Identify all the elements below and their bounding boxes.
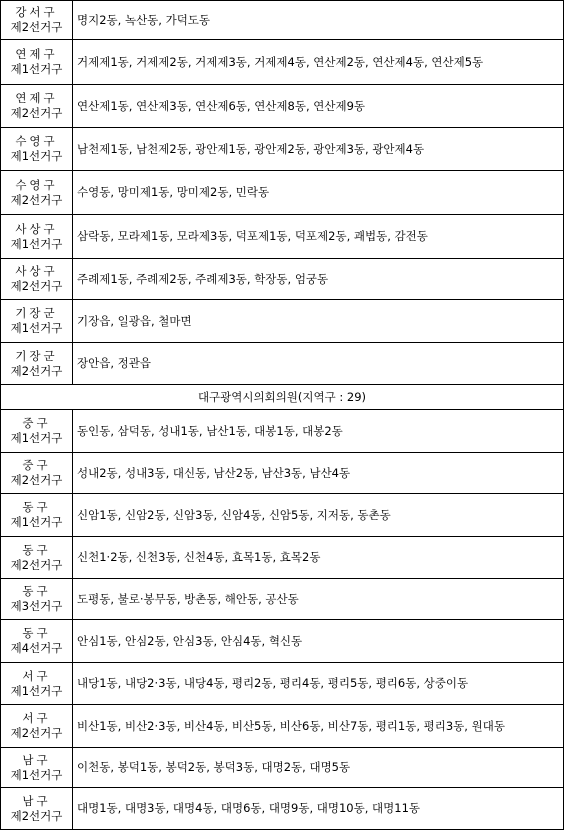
constituency-name: 제2선거구 — [10, 20, 63, 34]
district-name: 동구 — [22, 584, 51, 598]
district-cell — [1, 259, 73, 300]
district-name: 연제구 — [15, 91, 58, 105]
areas-cell: 명지2동, 녹산동, 가덕도동 — [73, 1, 564, 40]
table-row — [1, 788, 564, 830]
district-cell — [1, 410, 73, 453]
district-name: 서구 — [22, 711, 51, 725]
table-row — [1, 748, 564, 788]
district-name: 기장군 — [15, 306, 58, 320]
district-cell — [1, 171, 73, 215]
district-cell — [1, 620, 73, 663]
district-name: 남구 — [22, 752, 51, 767]
constituency-name: 제2선거구 — [10, 473, 63, 487]
table-row — [1, 453, 564, 494]
district-name: 수영구 — [15, 177, 58, 192]
district-cell — [1, 494, 73, 537]
table-row — [1, 300, 564, 343]
table-row — [1, 343, 564, 385]
table-row — [1, 705, 564, 748]
areas-cell: 내당1동, 내당2·3동, 내당4동, 평리2동, 평리4동, 평리5동, 평리6동, 상중이동 — [73, 663, 564, 705]
district-name: 서구 — [22, 668, 51, 683]
district-cell — [1, 1, 73, 40]
areas-cell: 남천제1동, 남천제2동, 광안제1동, 광안제2동, 광안제3동, 광안제4동 — [73, 128, 564, 171]
areas-cell: 동인동, 삼덕동, 성내1동, 남산1동, 대봉1동, 대봉2동 — [73, 410, 564, 453]
district-name: 동구 — [22, 626, 51, 640]
table-row — [1, 663, 564, 705]
table-row — [1, 128, 564, 171]
district-name: 기장군 — [15, 348, 58, 363]
district-cell — [1, 215, 73, 259]
areas-cell: 이천동, 봉덕1동, 봉덕2동, 봉덕3동, 대명2동, 대명5동 — [73, 748, 564, 788]
district-cell — [1, 300, 73, 343]
table-body — [1, 1, 564, 830]
district-cell — [1, 453, 73, 494]
areas-cell: 주례제1동, 주례제2동, 주례제3동, 학장동, 엄궁동 — [73, 259, 564, 300]
table-row — [1, 40, 564, 85]
areas-cell: 도평동, 불로·봉무동, 방촌동, 해안동, 공산동 — [73, 579, 564, 620]
constituency-name: 제2선거구 — [10, 106, 63, 120]
constituency-name: 제3선거구 — [10, 599, 63, 613]
table-row — [1, 215, 564, 259]
district-name: 동구 — [22, 500, 51, 514]
district-name: 사상구 — [15, 221, 58, 236]
constituency-name: 제2선거구 — [10, 192, 63, 207]
areas-cell: 수영동, 망미제1동, 망미제2동, 민락동 — [73, 171, 564, 215]
constituency-name: 제1선거구 — [10, 62, 63, 76]
section-header-row — [1, 385, 564, 410]
table-row — [1, 259, 564, 300]
areas-cell: 연산제1동, 연산제3동, 연산제6동, 연산제8동, 연산제9동 — [73, 85, 564, 128]
district-name: 중구 — [22, 416, 51, 430]
constituency-name: 제1선거구 — [10, 515, 63, 529]
district-name: 동구 — [22, 542, 51, 557]
district-name: 남구 — [22, 793, 51, 808]
table-row — [1, 171, 564, 215]
areas-cell: 기장읍, 일광읍, 철마면 — [73, 300, 564, 343]
district-name: 중구 — [22, 458, 51, 472]
constituency-name: 제1선거구 — [10, 236, 63, 251]
constituency-name: 제1선거구 — [10, 149, 63, 163]
areas-cell: 거제제1동, 거제제2동, 거제제3동, 거제제4동, 연산제2동, 연산제4동, 연산제5동 — [73, 40, 564, 85]
areas-cell: 신천1·2동, 신천3동, 신천4동, 효목1동, 효목2동 — [73, 537, 564, 579]
section-header: 대구광역시의회의원(지역구 : 29) — [1, 385, 564, 410]
constituency-name: 제2선거구 — [10, 726, 63, 740]
district-cell — [1, 128, 73, 171]
constituency-name: 제1선거구 — [10, 767, 63, 782]
areas-cell: 안심1동, 안심2동, 안심3동, 안심4동, 혁신동 — [73, 620, 564, 663]
areas-cell: 삼락동, 모라제1동, 모라제3동, 덕포제1동, 덕포제2동, 괘법동, 감전동 — [73, 215, 564, 259]
table-row — [1, 1, 564, 40]
table-row — [1, 85, 564, 128]
table-row — [1, 537, 564, 579]
district-cell — [1, 788, 73, 830]
district-cell — [1, 343, 73, 385]
district-name: 강서구 — [15, 5, 58, 19]
district-name: 수영구 — [15, 134, 58, 148]
areas-cell: 장안읍, 정관읍 — [73, 343, 564, 385]
district-cell — [1, 663, 73, 705]
district-cell — [1, 705, 73, 748]
areas-cell: 신암1동, 신암2동, 신암3동, 신암4동, 신암5동, 지저동, 동촌동 — [73, 494, 564, 537]
table-row — [1, 579, 564, 620]
areas-cell: 성내2동, 성내3동, 대신동, 남산2동, 남산3동, 남산4동 — [73, 453, 564, 494]
table-row — [1, 494, 564, 537]
areas-cell: 대명1동, 대명3동, 대명4동, 대명6동, 대명9동, 대명10동, 대명11동 — [73, 788, 564, 830]
table-row — [1, 620, 564, 663]
table-row — [1, 410, 564, 453]
district-name: 연제구 — [15, 47, 58, 61]
constituency-name: 제1선거구 — [10, 321, 63, 335]
district-cell — [1, 579, 73, 620]
district-cell — [1, 85, 73, 128]
district-cell — [1, 748, 73, 788]
constituency-name: 제1선거구 — [10, 431, 63, 445]
constituency-name: 제4선거구 — [10, 641, 63, 655]
district-cell — [1, 40, 73, 85]
constituency-name: 제2선거구 — [10, 808, 63, 823]
district-name: 사상구 — [15, 264, 58, 278]
areas-cell: 비산1동, 비산2·3동, 비산4동, 비산5동, 비산6동, 비산7동, 평리1동, 평리3동, 원대동 — [73, 705, 564, 748]
constituency-name: 제1선거구 — [10, 683, 63, 698]
district-cell — [1, 537, 73, 579]
constituency-name: 제2선거구 — [10, 557, 63, 572]
constituency-name: 제2선거구 — [10, 279, 63, 293]
constituency-name: 제2선거구 — [10, 363, 63, 378]
